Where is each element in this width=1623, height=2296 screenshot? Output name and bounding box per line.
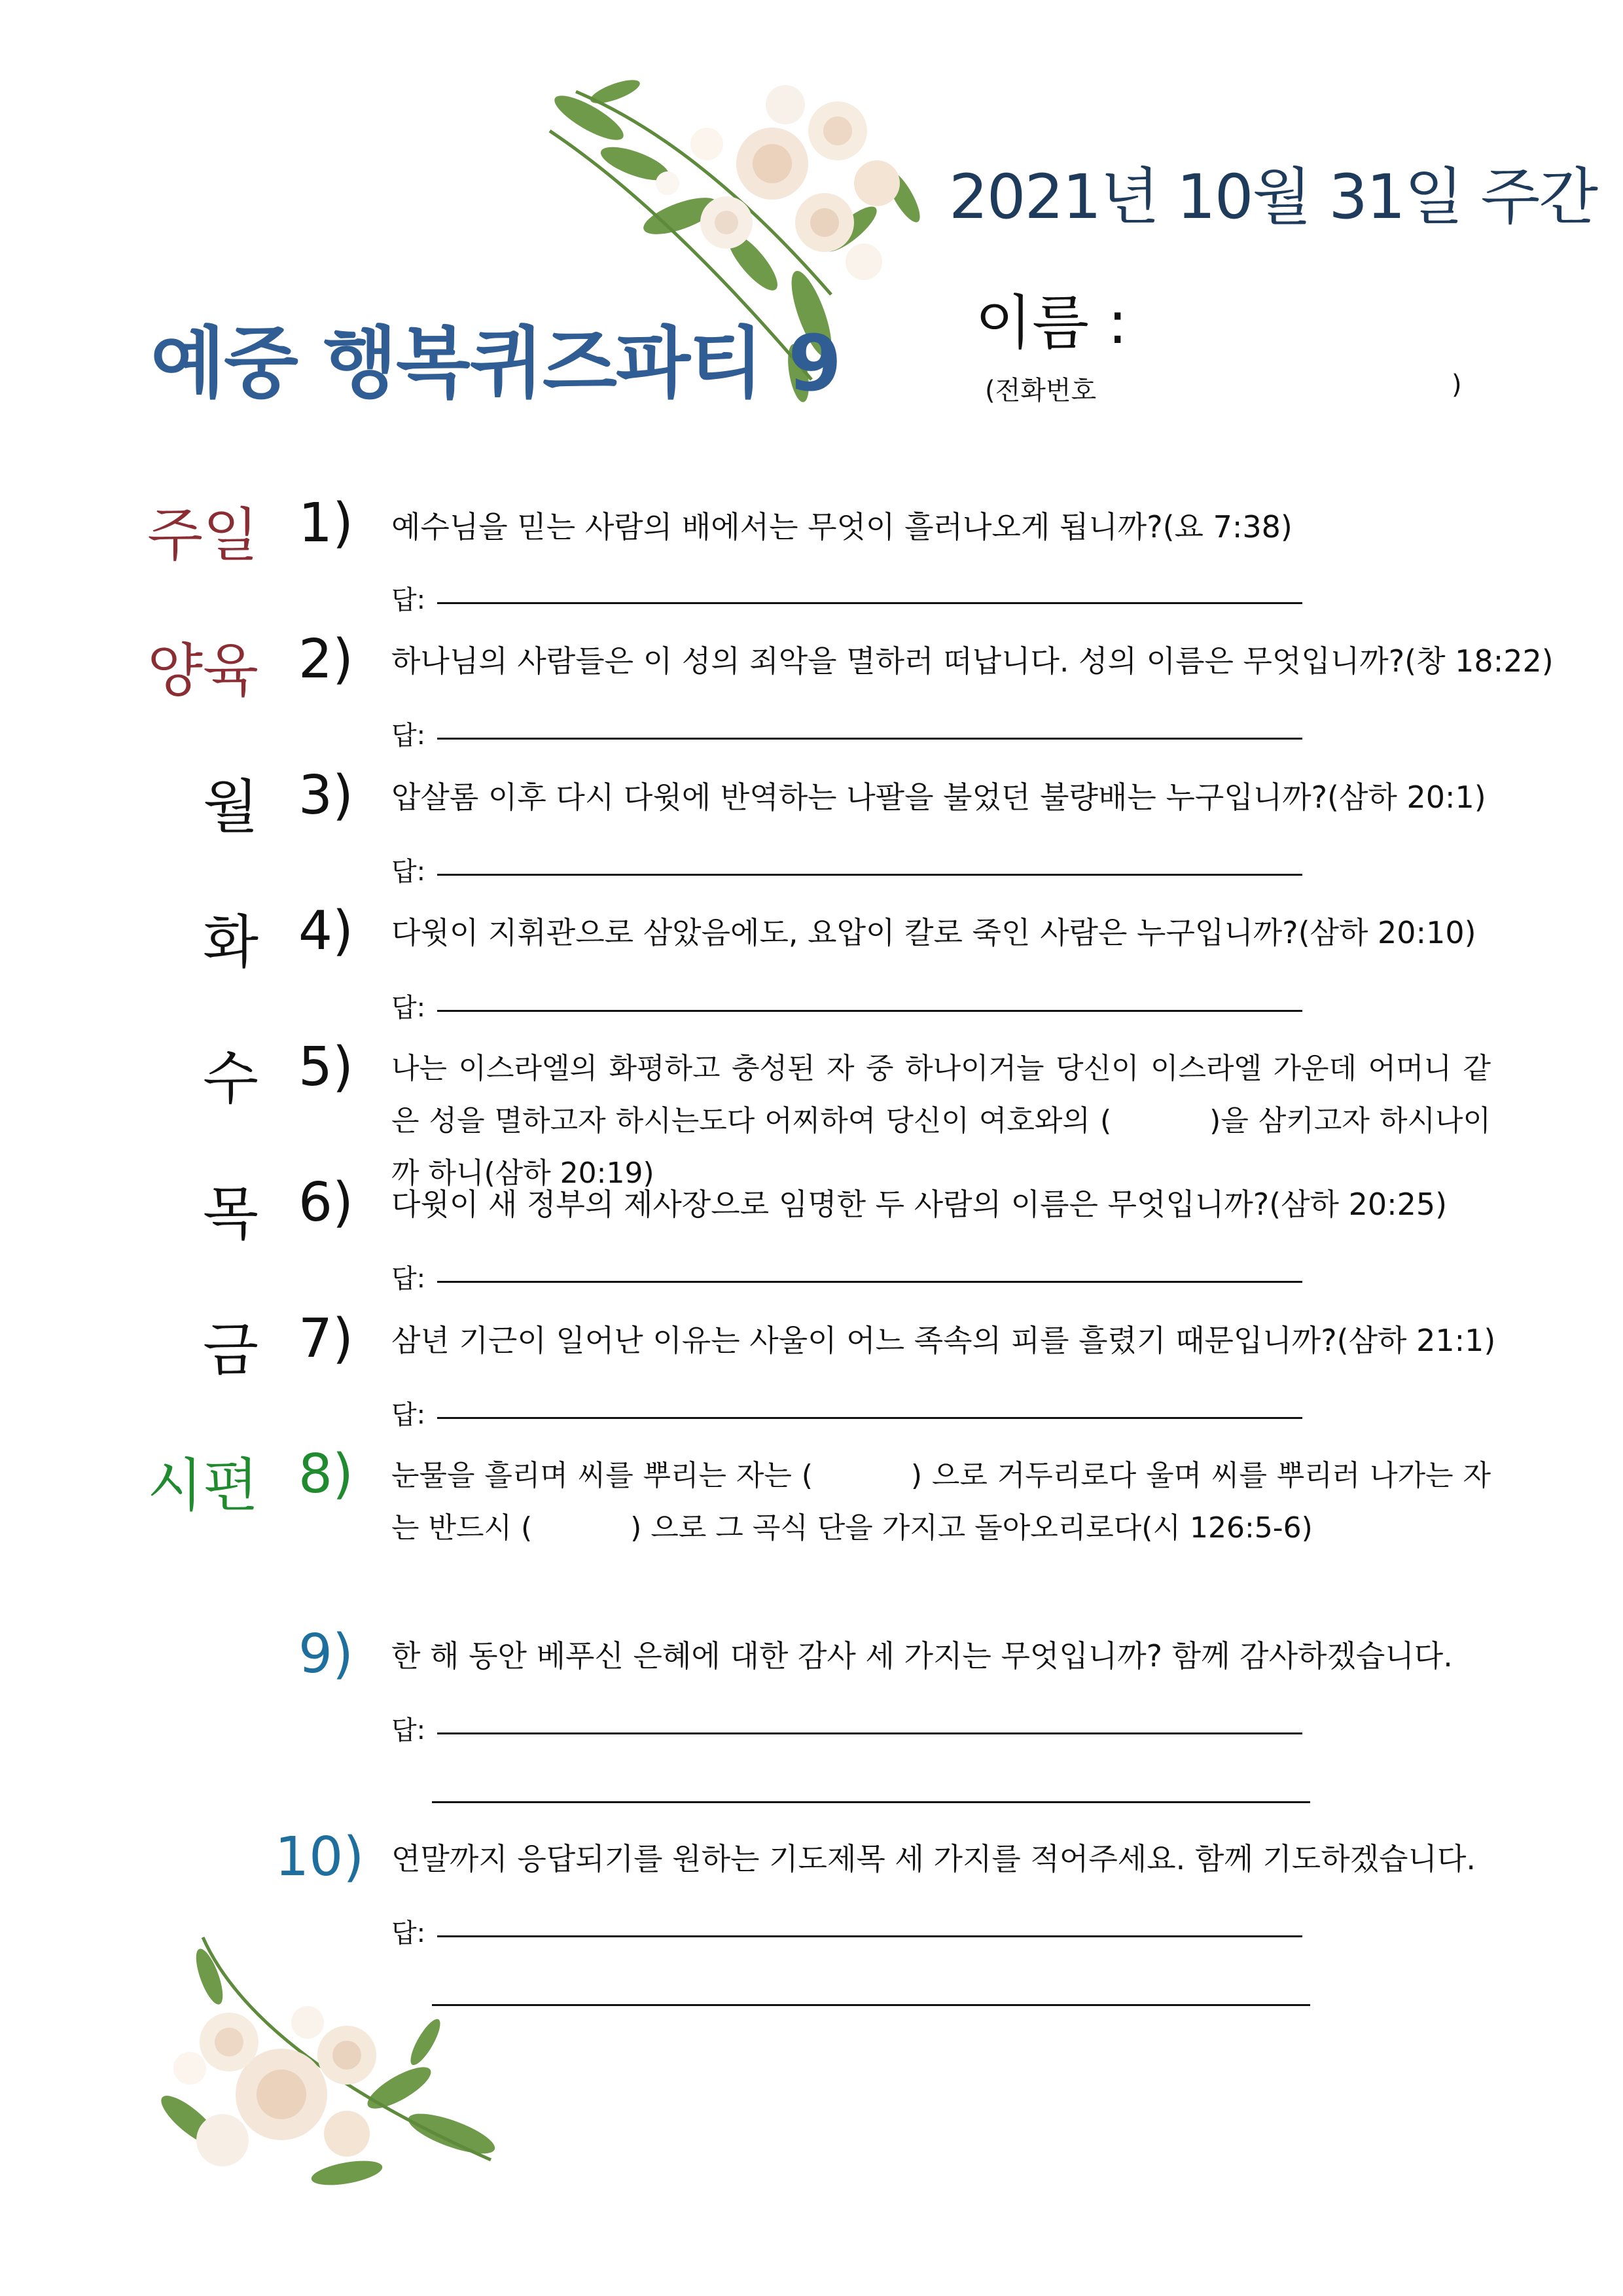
question-number: 4) [298,900,353,962]
question-number: 7) [298,1308,353,1370]
day-label-tuesday: 화 [202,908,259,976]
phone-close-paren: ) [1452,370,1462,400]
answer-label: 답: [391,721,426,751]
answer-line[interactable] [437,1281,1302,1283]
question-number: 8) [298,1443,353,1505]
answer-line[interactable] [437,738,1302,740]
flower-decoration-bottom [151,1924,504,2199]
answer-line[interactable] [432,1801,1310,1803]
answer-line[interactable] [437,1935,1302,1937]
day-label-friday: 금 [202,1316,259,1384]
answer-label: 답: [391,1918,426,1948]
question-text: 연말까지 응답되기를 원하는 기도제목 세 가지를 적어주세요. 함께 기도하겠습니다. [391,1841,1476,1876]
week-date: 2021년 10월 31일 주간 [949,162,1597,233]
question-text-fill-blank: 눈물을 흘리며 씨를 뿌리는 자는 ( ) 으로 거두리로다 울며 씨를 뿌리러 나가는 자는 반드시 ( ) 으로 그 곡식 단을 가지고 돌아오리로다(시 126:5-6) [391,1459,1491,1545]
question-text: 하나님의 사람들은 이 성의 죄악을 멸하러 떠납니다. 성의 이름은 무엇입니까?(창 18:22) [391,643,1554,679]
question-number: 6) [298,1172,353,1234]
answer-label: 답: [391,585,426,615]
answer-line[interactable] [437,602,1302,604]
phone-label: (전화번호 [985,376,1097,406]
question-number: 5) [298,1036,353,1098]
question-number: 3) [298,764,353,827]
answer-line[interactable] [437,1417,1302,1419]
quiz-title: 예중 행복퀴즈파티 9 [151,318,841,408]
name-label: 이름 : [975,289,1128,357]
question-number: 2) [298,628,353,691]
answer-line[interactable] [437,874,1302,876]
day-label-nurture: 양육 [147,637,259,704]
answer-label: 답: [391,1400,426,1430]
day-label-sunday: 주일 [147,501,259,569]
question-number: 9) [298,1623,353,1685]
answer-line[interactable] [437,1010,1302,1012]
day-label-psalm: 시편 [147,1452,259,1519]
question-text: 다윗이 지휘관으로 삼았음에도, 요압이 칼로 죽인 사람은 누구입니까?(삼하 20:10) [391,915,1476,950]
question-text-fill-blank: 나는 이스라엘의 화평하고 충성된 자 중 하나이거늘 당신이 이스라엘 가운데 어머니 같은 성을 멸하고자 하시는도다 어찌하여 당신이 여호와의 ( )을 삼키고자 하시나이까 하니(삼하 20:19) [391,1052,1491,1190]
question-text: 예수님을 믿는 사람의 배에서는 무엇이 흘러나오게 됩니까?(요 7:38) [391,509,1293,545]
question-text: 한 해 동안 베푸신 은혜에 대한 감사 세 가지는 무엇입니까? 함께 감사하겠습니다. [391,1638,1453,1674]
question-text: 삼년 기근이 일어난 이유는 사울이 어느 족속의 피를 흘렸기 때문입니까?(삼하 21:1) [391,1323,1496,1358]
answer-line[interactable] [437,1732,1302,1734]
answer-label: 답: [391,1264,426,1294]
answer-label: 답: [391,1715,426,1746]
answer-label: 답: [391,857,426,887]
answer-label: 답: [391,993,426,1023]
question-number: 1) [298,492,353,554]
question-text: 압살롬 이후 다시 다윗에 반역하는 나팔을 불었던 불량배는 누구입니까?(삼하 20:1) [391,780,1486,815]
day-label-monday: 월 [202,773,259,840]
question-number: 10) [275,1826,365,1888]
day-label-wednesday: 수 [202,1045,259,1112]
day-label-thursday: 목 [202,1180,259,1247]
answer-line[interactable] [432,2004,1310,2006]
question-text: 다윗이 새 정부의 제사장으로 임명한 두 사람의 이름은 무엇입니까?(삼하 20:25) [391,1187,1448,1222]
